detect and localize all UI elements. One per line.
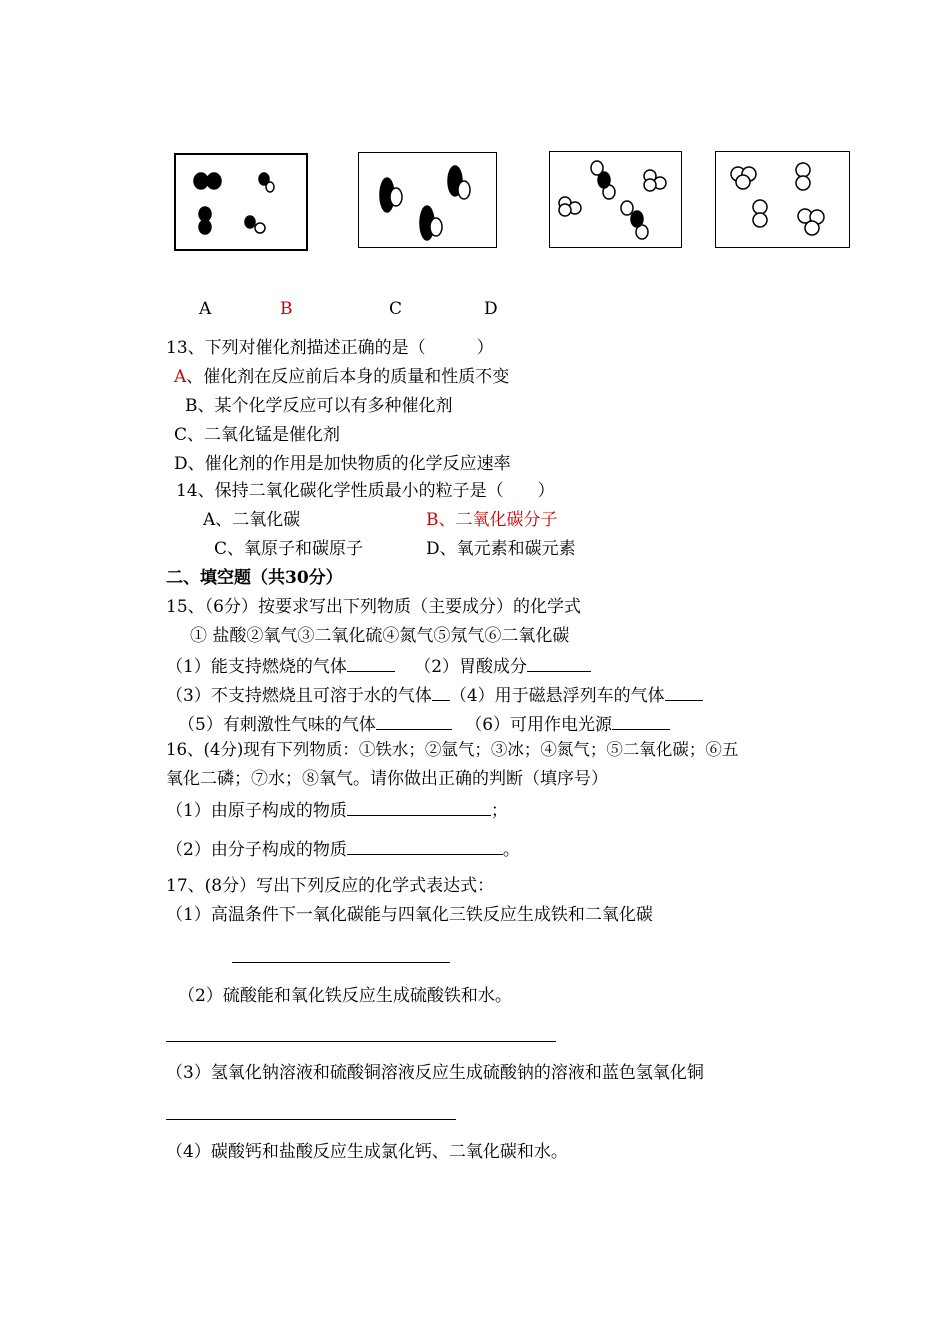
q15-blank5[interactable] <box>376 711 452 730</box>
q17-stem: 17、(8分）写出下列反应的化学式表达式： <box>166 876 495 896</box>
q15-blank6[interactable] <box>612 711 670 730</box>
q16-row2 <box>166 836 520 861</box>
q15-blank3[interactable] <box>432 682 450 701</box>
figure-box-a <box>174 153 308 251</box>
q13-stem: 13、下列对催化剂描述正确的是（ ） <box>166 338 494 358</box>
q17-answer-line1[interactable] <box>232 962 450 963</box>
q15-row1 <box>166 653 591 678</box>
q17-part3: （3）氢氧化钠溶液和硫酸铜溶液反应生成硫酸钠的溶液和蓝色氢氧化铜 <box>166 1063 704 1083</box>
q15-blank2[interactable] <box>527 653 591 672</box>
q17-answer-line3[interactable] <box>166 1119 456 1120</box>
figure-box-c <box>549 151 682 248</box>
q17-part1: （1）高温条件下一氧化碳能与四氧化三铁反应生成铁和二氧化碳 <box>166 905 653 925</box>
q14-option-c: C、氧原子和碳原子 <box>214 539 364 559</box>
figure-label-d: D <box>484 299 498 319</box>
q15-part3: （3）不支持燃烧且可溶于水的气体 <box>166 686 432 706</box>
q13-option-c: C、二氧化锰是催化剂 <box>174 425 341 445</box>
q15-part1: （1）能支持燃烧的气体 <box>166 657 347 677</box>
figure-box-b <box>358 152 497 248</box>
q15-part2: （2）胃酸成分 <box>414 657 528 677</box>
q15-row3 <box>178 711 670 736</box>
q13-option-a-letter: A <box>174 367 187 387</box>
section-title: 二、填空题（共30分） <box>166 568 343 588</box>
q16-blank2[interactable] <box>347 836 503 855</box>
q14-option-a: A、二氧化碳 <box>203 510 301 530</box>
figure-box-d <box>715 151 850 248</box>
figure-label-a: A <box>199 299 212 319</box>
q15-part5: （5）有刺激性气味的气体 <box>178 715 376 735</box>
molecule-diagram-a <box>176 155 306 249</box>
q15-blank1[interactable] <box>347 653 395 672</box>
q15-row2 <box>166 682 703 707</box>
molecule-diagram-c <box>550 152 681 247</box>
q13-option-b: B、某个化学反应可以有多种催化剂 <box>185 396 453 416</box>
q16-part1: （1）由原子构成的物质 <box>166 801 347 821</box>
figure-label-c: C <box>389 299 403 319</box>
q16-blank1[interactable] <box>347 797 491 816</box>
q16-part2: （2）由分子构成的物质 <box>166 840 347 860</box>
q16-part2-end: 。 <box>502 840 520 860</box>
q16-part1-end: ； <box>490 801 508 821</box>
q15-blank4[interactable] <box>665 682 703 701</box>
q16-line2: 氧化二磷；⑦水；⑧氧气。请你做出正确的判断（填序号） <box>166 769 608 789</box>
molecule-diagram-d <box>716 152 849 247</box>
q17-part4: （4）碳酸钙和盐酸反应生成氯化钙、二氧化碳和水。 <box>166 1142 568 1162</box>
q15-part4: （4）用于磁悬浮列车的气体 <box>449 686 665 706</box>
figure-label-b: B <box>280 299 293 319</box>
q13-option-a-text: 、催化剂在反应前后本身的质量和性质不变 <box>186 367 510 387</box>
q14-option-b: B、二氧化碳分子 <box>426 510 558 530</box>
q13-option-a <box>174 366 509 388</box>
q15-stem: 15、（6分）按要求写出下列物质（主要成分）的化学式 <box>166 597 581 617</box>
q17-part2: （2）硫酸能和氧化铁反应生成硫酸铁和水。 <box>178 986 512 1006</box>
q17-answer-line2[interactable] <box>166 1041 556 1042</box>
q16-line1: 16、(4分)现有下列物质：①铁水；②氩气；③冰；④氮气；⑤二氧化碳；⑥五 <box>166 740 739 759</box>
molecule-diagram-b <box>359 153 496 247</box>
q16-row1 <box>166 797 508 822</box>
q13-option-d: D、催化剂的作用是加快物质的化学反应速率 <box>174 454 511 474</box>
q15-part6: （6）可用作电光源 <box>465 715 613 735</box>
q14-stem: 14、保持二氧化碳化学性质最小的粒子是（ ） <box>176 481 555 501</box>
q15-items: ① 盐酸②氧气③二氧化硫④氮气⑤氖气⑥二氧化碳 <box>190 626 570 646</box>
q14-option-d: D、氧元素和碳元素 <box>426 539 576 559</box>
